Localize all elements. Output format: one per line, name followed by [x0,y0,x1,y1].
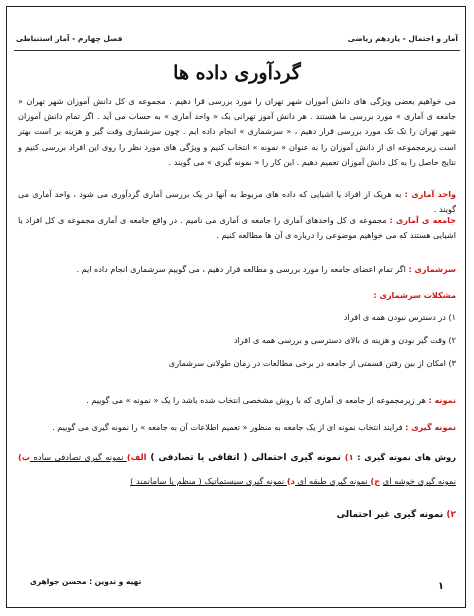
definition-text: هر زیرمجموعه از جامعه ی آماری که با روش مشخصی انتخاب شده باشد را یک « نمونه » می گوییم . [86,395,429,405]
intro-paragraph: می خواهیم بعضی ویژگی های دانش آموزان شهر تهران را مورد بررسی قرا دهیم . مجموعه ی کل دانش آموزان شهر تهران « جامعه ی آماری » مورد بررسی ما هستند . هر دانش آموز تهرانی یک « واحد آماری » به حساب می آید . اگر تمام دانش آموزان شهر تهران را تک تک مورد بررسی قرار دهیم ، « سرشماری » انجام داده ایم . چون سرشماری وقت گیر و هزینه بر است بهتر است زیرمجموعه ای از دانش آموزان را به عنوان « نمونه » انتخاب کنیم و ویژگی های مورد نظر را روی این افراد بررسی کنیم و نتایج حاصل را به کل دانش آموزان تعمیم دهیم . این کار را « نمونه گیری » می گویند . [18,96,456,167]
definition-term: سرشماری : [408,264,456,274]
method-simple-random: نمونه گیری تصادفی ساده [30,452,127,462]
definition-term: جامعه ی آماری : [389,215,456,225]
definition-sample [18,393,456,408]
header-chapter: فصل چهارم - آمار استنباطی [16,34,123,43]
page-header [16,34,458,48]
census-problems [18,288,456,371]
method-cluster: نمونه گیری خوشه ای [382,476,456,486]
definition-text: اگر تمام اعضای جامعه را مورد بررسی و مطالعه قرار دهیم ، می گوییم سرشماری انجام داده ایم . [76,264,409,274]
list-item: ۳) امکان از بین رفتن قسمتی از جامعه در برخی مطالعات در زمان طولانی سرشماری [168,358,456,368]
header-divider [14,50,460,51]
definition-text: فرایند انتخاب نمونه ای از یک جامعه به منظور « تعمیم اطلاعات آن به جامعه » را نمونه گیری می گوییم . [52,422,406,432]
problems-title: مشکلات سرشماری : [373,290,456,300]
definition-text: مجموعه ی کل واحدهای آماری را جامعه ی آماری می نامیم . در واقع جامعه ی آماری مجموعه ی کل افراد یا اشیایی هستند که می خواهیم موضوعی را درباره ی آن ها مطالعه کنیم . [18,215,456,241]
method-nonprobability-line [18,508,456,523]
method-number: ۲) [446,510,456,520]
method-probability: نمونه گیری احتمالی ( اتفاقی یا تصادفی ) [146,453,345,463]
method-letter: ب) [18,452,31,462]
list-item: ۱) در دسترس نبودن همه ی افراد [343,312,456,322]
page-title: گردآوری داده ها [173,62,301,84]
definition-population [18,213,456,243]
footer-author: تهیه و تدوین : محسن جواهری [30,577,142,586]
page-number: ۱ [437,581,444,592]
method-letter: الف) [126,452,147,462]
method-number: ۱) [344,452,354,462]
definition-term: نمونه گیری : [405,422,456,432]
header-course: آمار و احتمال - یازدهم ریاضی [347,34,458,43]
sampling-methods [18,446,456,493]
method-nonprobability: نمونه گیری غیر احتمالی [336,510,447,520]
list-item: ۲) وقت گیر بودن و هزینه ی بالای دسترسی و بررسی همه ی افراد [233,335,456,345]
definition-term: واحد آماری : [404,189,456,199]
definition-sampling [18,420,456,435]
method-letter: ج) [370,476,381,486]
method-stratified: نمونه گیری طبقه ای [294,476,371,486]
methods-lead: روش های نمونه گیری : [353,452,457,462]
method-systematic: نمونه گیری سیستماتیک ( منظم یا سامانمند ) [130,476,287,486]
definition-census [18,262,456,277]
definition-text: به هریک از افراد یا اشیایی که داده های مربوط به آنها در یک بررسی آماری گردآوری می شود ، واحد آماری می گویند . [18,189,456,215]
definition-term: نمونه : [428,395,456,405]
method-letter: د) [286,476,295,486]
